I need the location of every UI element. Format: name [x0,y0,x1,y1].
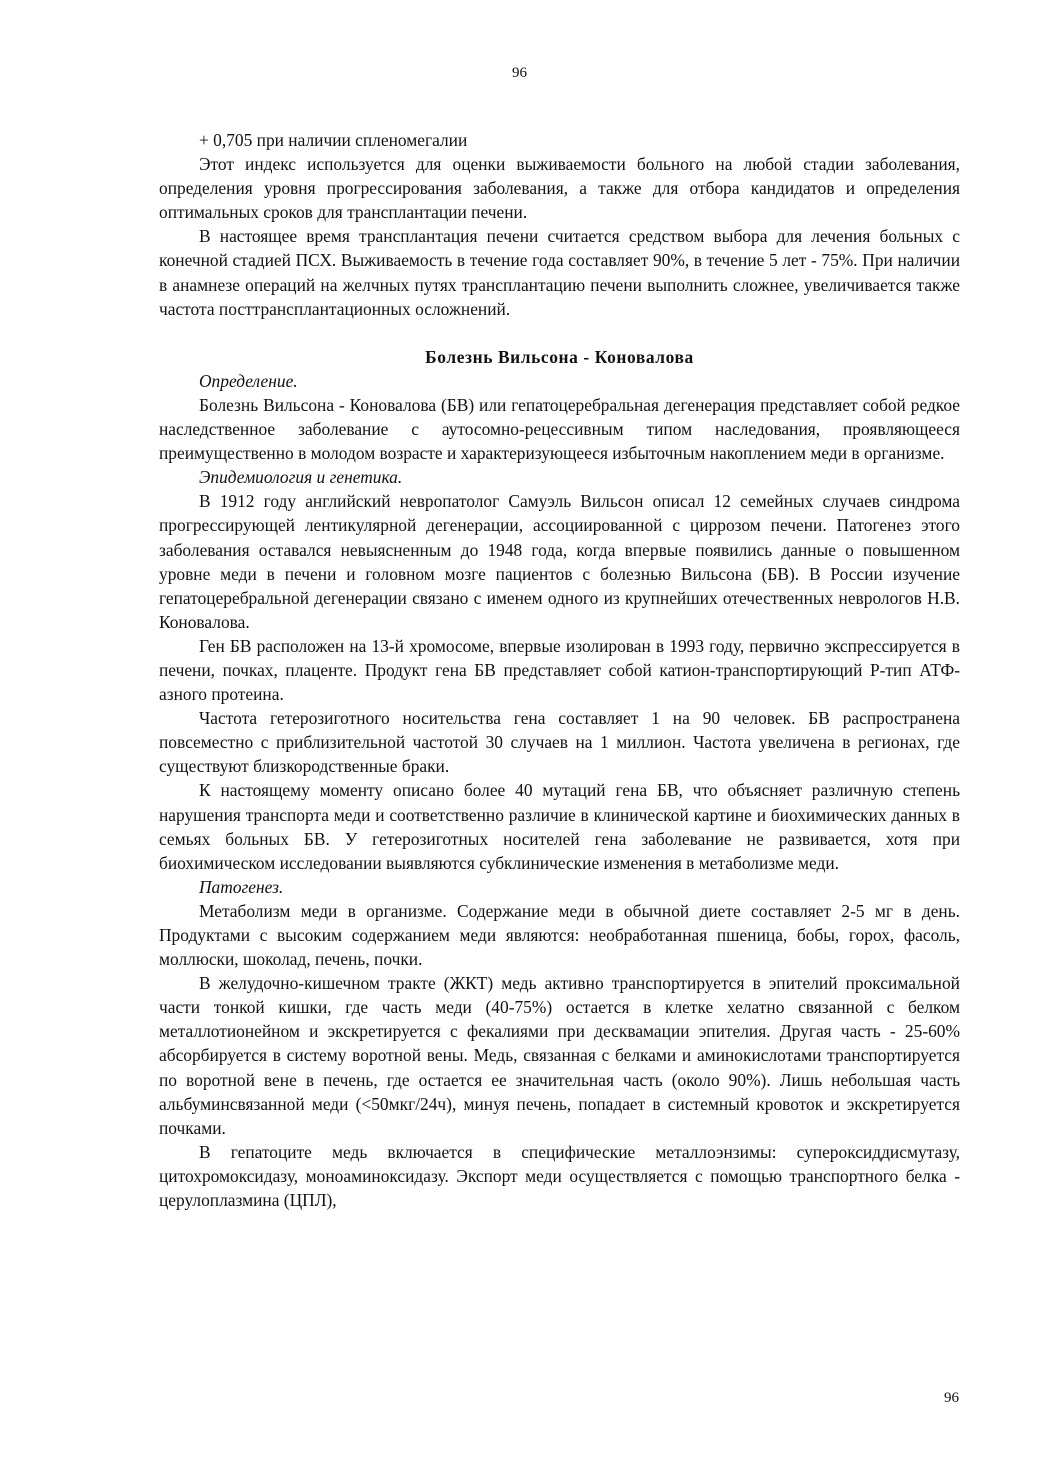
paragraph-history: В 1912 году английский невропатолог Самуэль Вильсон описал 12 семейных случаев синдрома прогрессирующей лентикулярной дегенерации, ассоциированной с циррозом печени. Патогенез этого заболевания оставался невыясненным до 1948 года, когда впервые появились данные о повышенном уровне меди в печени и головном мозге пациентов с болезнью Вильсона (БВ). В России изучение гепатоцеребральной дегенерации связано с именем одного из крупнейших отечественных неврологов Н.В. Коновалова. [159,491,960,632]
document-body [159,128,960,1212]
section-title: Болезнь Вильсона - Коновалова [425,346,694,367]
paragraph-definition: Болезнь Вильсона - Коновалова (БВ) или гепатоцеребральная дегенерация представляет собой редкое наследственное заболевание с аутосомно-рецессивным типом наследования, проявляющееся преимущественно в молодом возрасте и характеризующееся избыточным накоплением меди в организме. [159,394,960,464]
paragraph-frequency: Частота гетерозиготного носительства гена составляет 1 на 90 человек. БВ распространена повсеместно с приблизительной частотой 30 случаев на 1 миллион. Частота увеличена в регионах, где существуют близкородственные браки. [159,708,960,777]
paragraph-hepatocyte: В гепатоците медь включается в специфические металлоэнзимы: супероксиддисмутазу, цитохромоксидазу, моноаминоксидазу. Экспорт меди осуществляется с помощью транспортного белка - церулоплазмина (ЦПЛ), [159,1141,960,1211]
section-gap [159,321,960,345]
paragraph-gi-transport: В желудочно-кишечном тракте (ЖКТ) медь активно транспортируется в эпителий проксимальной части тонкой кишки, где часть меди (40-75%) остается в клетке хелатно связанной с белком металлотионейном и экскретируется с фекалиями при десквамации эпителия. Другая часть - 25-60% абсорбируется в систему воротной вены. Медь, связанная с белками и аминокислотами транспортируется по воротной вене в печень, где остается ее значительная часть (около 90%). Лишь небольшая часть альбуминсвязанной меди (<50мкг/24ч), минуя печень, попадает в системный кровоток и экскретируется почками. [159,973,960,1138]
subheading-pathogenesis: Патогенез. [199,876,284,897]
page-number-top: 96 [512,65,527,81]
subheading-epidemiology: Эпидемиология и генетика. [199,467,403,488]
paragraph-index-usage: Этот индекс используется для оценки выживаемости больного на любой стадии заболевания, определения уровня прогрессирования заболевания, а также для отбора кандидатов и определения оптимальных сроков для трансплантации печени. [159,154,960,223]
paragraph-index-formula: + 0,705 при наличии спленомегалии [199,130,468,150]
paragraph-mutations: К настоящему моменту описано более 40 мутаций гена БВ, что объясняет различную степень нарушения транспорта меди и соответственно различие в клинической картине и биохимических данных в семьях больных БВ. У гетерозиготных носителей гена заболевание не развивается, хотя при биохимическом исследовании выявляются субклинические изменения в метаболизме меди. [159,780,960,873]
subheading-definition: Определение. [199,370,298,391]
page-number-bottom: 96 [944,1390,959,1406]
paragraph-transplantation: В настоящее время трансплантация печени считается средством выбора для лечения больных с конечной стадией ПСХ. Выживаемость в течение года составляет 90%, в течение 5 лет - 75%. При наличии в анамнезе операций на желчных путях трансплантацию печени выполнить сложнее, увеличивается также частота посттрансплантационных осложнений. [159,226,960,319]
paragraph-gene: Ген БВ расположен на 13-й хромосоме, впервые изолирован в 1993 году, первично экспрессируется в печени, почках, плаценте. Продукт гена БВ представляет собой катион-транспортирующий Р-тип АТФ-азного протеина. [159,635,960,705]
paragraph-copper-metabolism: Метаболизм меди в организме. Содержание меди в обычной диете составляет 2-5 мг в день. Продуктами с высоким содержанием меди являются: необработанная пшеница, бобы, горох, фасоль, моллюски, шоколад, печень, почки. [159,900,960,970]
